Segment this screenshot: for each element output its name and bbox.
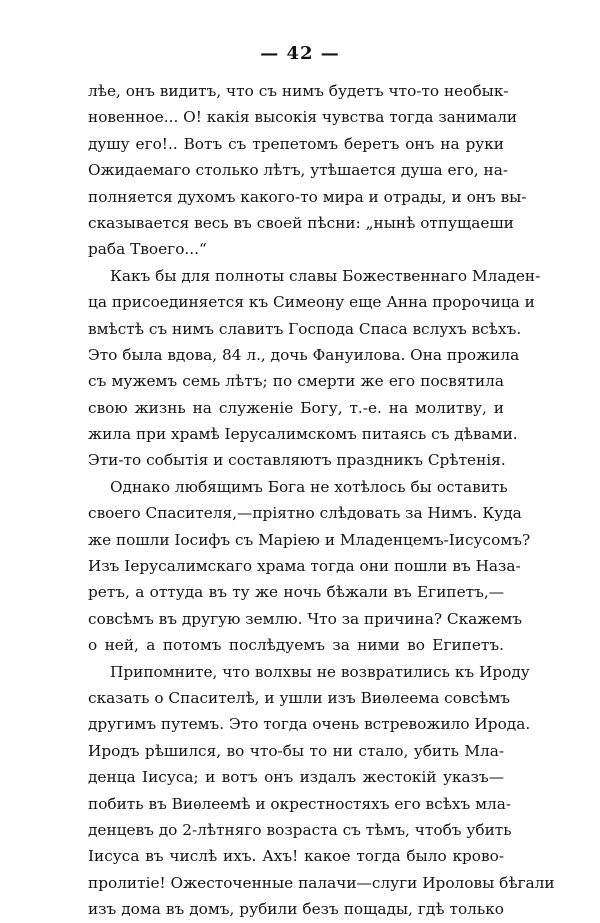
text-line: изъ дома въ домъ, рубили безъ пощады, гдѣ только [88,900,504,919]
text-line: пролитіе! Ожесточенные палачи—слуги Ироловы бѣгали [88,873,555,892]
text-line: денцевъ до 2-лѣтняго возраста съ тѣмъ, чтобъ убить [88,820,512,839]
text-line: свою жизнь на служеніе Богу, т.-е. на молитву, и [88,398,504,417]
text-line: раба Твоего...“ [88,240,207,259]
paragraph [88,474,531,659]
text-line: вмѣстѣ съ нимъ славитъ Господа Спаса вслухъ всѣхъ. [88,319,522,338]
text-line: ца присоединяется къ Симеону еще Анна пророчица и [88,293,535,312]
text-line: своего Спасителя,—пріятно слѣдовать за Нимъ. Куда [88,504,522,523]
text-line: о ней, а потомъ послѣдуемъ за ними во Египетъ. [88,636,504,655]
text-line: денца Іисуса; и вотъ онъ издалъ жестокій указъ— [88,768,504,787]
text-line: сказать о Спасителѣ, и ушли изъ Виѳлеема совсѣмъ [88,688,510,707]
text-line: другимъ путемъ. Это тогда очень встревожило Ирода. [88,715,531,734]
text-line: Іисуса въ числѣ ихъ. Ахъ! какое тогда было крово- [88,847,504,866]
text-line: Припомните, что волхвы не возвратились къ Ироду [110,662,530,681]
paragraph [88,659,555,923]
text-line: душу его!.. Вотъ съ трепетомъ беретъ онъ на руки [88,134,504,153]
text-line: съ мужемъ семь лѣтъ; по смерти же его посвятила [88,372,504,391]
text-line: побить въ Виѳлеемѣ и окрестностяхъ его всѣхъ мла- [88,794,512,813]
text-body [88,78,555,923]
text-line: Это была вдова, 84 л., дочь Фануилова. Она прожила [88,345,520,364]
text-line: полняется духомъ какого-то мира и отрады, и онъ вы- [88,187,527,206]
page-number: — 42 — [260,43,340,64]
text-line: Ожидаемаго столько лѣтъ, утѣшается душа его, на- [88,161,509,180]
text-line: же пошли Іосифъ съ Маріею и Младенцемъ-Іисусомъ? [88,530,531,549]
paragraph [88,78,527,263]
text-line: Однако любящимъ Бога не хотѣлось бы оставить [110,477,508,496]
text-line: совсѣмъ въ другую землю. Что за причина? Скажемъ [88,609,523,628]
text-line: Иродъ рѣшился, во что-бы то ни стало, убить Мла- [88,741,504,760]
text-line: жила при храмѣ Іерусалимскомъ питаясь съ дѣвами. [88,425,518,444]
text-line: новенное... О! какія высокія чувства тогда занимали [88,108,518,127]
text-line: лѣе, онъ видитъ, что съ нимъ будетъ что-то необык- [88,82,509,100]
paragraph [88,263,541,474]
text-line: Эти-то событія и составляютъ праздникъ Срѣтенія. [88,451,506,470]
text-line: ретъ, а оттуда въ ту же ночь бѣжали въ Египетъ,— [88,583,504,602]
text-line: Изъ Іерусалимскаго храма тогда они пошли въ Наза- [88,557,521,576]
text-line: сказывается весь въ своей пѣсни: „нынѣ отпущаеши [88,213,514,232]
text-line: Какъ бы для полноты славы Божественнаго Младен- [110,266,541,285]
